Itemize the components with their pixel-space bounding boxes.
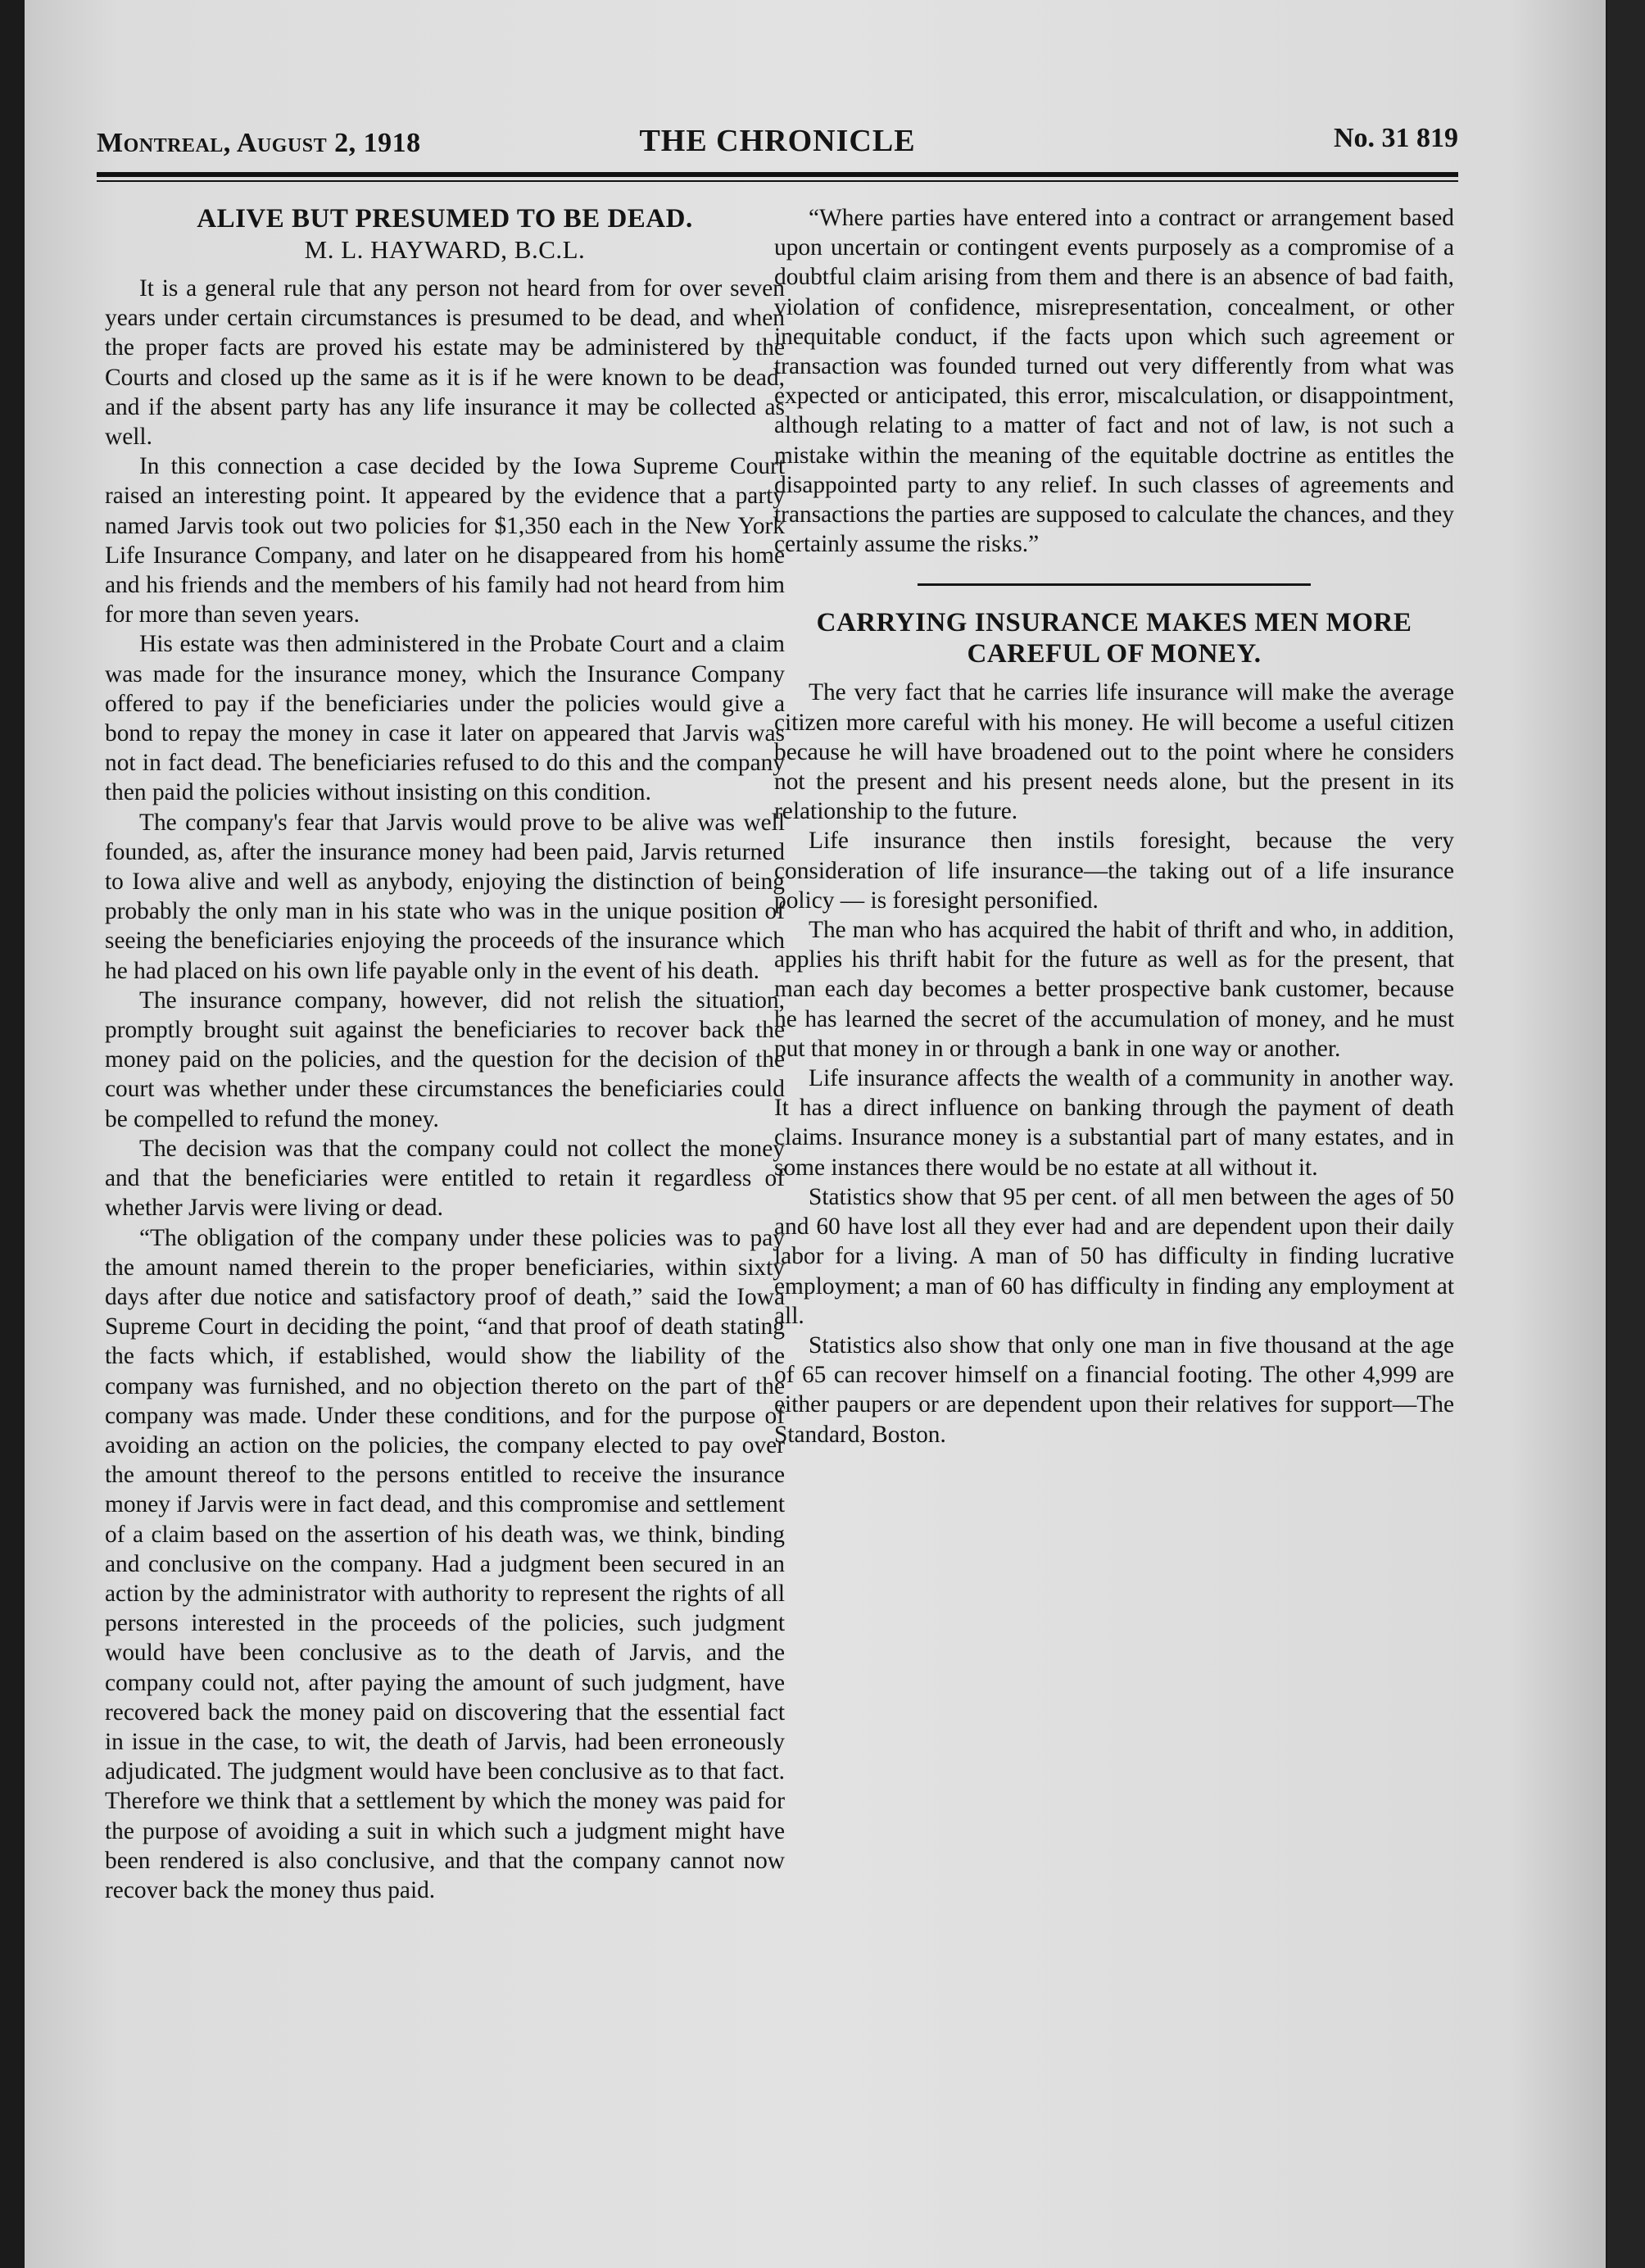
article2-title-line2: CAREFUL OF MONEY. <box>967 639 1262 669</box>
article2-paragraph: Statistics show that 95 per cent. of all men between the ages of 50 and 60 have lost all they ever had and are dependent upon their daily labor for a living. A man of 50 has difficulty in finding lucrative employment; a man of 60 has difficulty in finding any employment at all. <box>774 1183 1454 1329</box>
article-paragraph: The company's fear that Jarvis would prove to be alive was well founded, as, after the insurance money had been paid, Jarvis returned to Iowa alive and well as anybody, enjoying the distinction of being probably the only man in his state who was in the unique position of seeing the beneficiaries enjoying the proceeds of the insurance which he had placed on his own life payable only in the event of his death. <box>105 809 785 984</box>
article-byline: M. L. HAYWARD, B.C.L. <box>304 235 586 264</box>
article-paragraph: His estate was then administered in the Probate Court and a claim was made for the insurance money, which the Insurance Company offered to pay if the beneficiaries under the policies would give a bond to repay the money in case it later on appeared that Jarvis was not in fact dead. The beneficiaries refused to do this and the company then paid the policies without insisting on this condition. <box>105 631 785 806</box>
article-divider <box>918 583 1311 586</box>
article2-title-line1: CARRYING INSURANCE MAKES MEN MORE <box>816 608 1412 638</box>
article-title: ALIVE BUT PRESUMED TO BE DEAD. <box>197 204 693 234</box>
article-paragraph: In this connection a case decided by the Iowa Supreme Court raised an interesting point. It appeared by the evidence that a party named Jarvis took out two policies for $1,350 each in the New York Life Insurance Company, and later on he disappeared from his home and his friends and the members of his family had not heard from him for more than seven years. <box>105 453 785 628</box>
article-paragraph: The insurance company, however, did not relish the situation, promptly brought suit against the beneficiaries to recover back the money paid on the policies, and the question for the decision of the court was whether under these circumstances the beneficiaries could be compelled to refund the money. <box>105 987 785 1132</box>
article-paragraph-quote-2: “Where parties have entered into a contract or arrangement based upon uncertain or contingent events purposely as a compromise of a doubtful claim arising from them and there is an absence of bad faith, violation of confidence, misrepresentation, concealment, or other inequitable conduct, if the facts upon which such agreement or transaction was founded turned out very differently from what was expected or anticipated, this error, miscalculation, or disappointment, although relating to a matter of fact and not of law, is not such a mistake within the meaning of the equitable doctrine as entitles the disappointed party to any relief. In such classes of agreements and transactions the parties are supposed to calculate the chances, and they certainly assume the risks.” <box>774 205 1454 558</box>
right-column <box>774 203 1454 1449</box>
article-paragraph: It is a general rule that any person not heard from for over seven years under certain circumstances is presumed to be dead, and when the proper facts are proved his estate may be administered by the Courts and closed up the same as it is if he were known to be dead, and if the absent party has any life insurance it may be collected as well. <box>105 275 785 451</box>
article-paragraph-quote: “The obligation of the company under these policies was to pay the amount named therein to the proper beneficiaries, within sixty days after due notice and satisfactory proof of death,” said the Iowa Supreme Court in deciding the point, “and that proof of death stating the facts which, if established, would show the liability of the company was furnished, and no objection thereto on the part of the company was made. Under these conditions, and for the purpose of avoiding an action on the policies, the company elected to pay over the amount thereof to the persons entitled to receive the insurance money if Jarvis were in fact dead, and this compromise and settlement of a claim based on the assertion of his death was, we think, binding and conclusive on the company. Had a judgment been secured in an action by the administrator with authority to represent the rights of all persons interested in the proceeds of the policies, such judgment would have been conclusive as to the death of Jarvis, and the company could not, after paying the amount of such judgment, have recovered back the money paid on discovering that the essential fact in issue in the case, to wit, the death of Jarvis, had been erroneously adjudicated. The judgment would have been conclusive as to that fact. Therefore we think that a settlement by which the money was paid for the purpose of avoiding a suit in which such a judgment might have been rendered is also conclusive, and that the company cannot now recover back the money thus paid. <box>105 1224 785 1903</box>
article2-paragraph: The man who has acquired the habit of thrift and who, in addition, applies his thrift habit for the future as well as for the present, that man each day becomes a better prospective bank customer, because he has learned the secret of the accumulation of money, and he must put that money in or through a bank in one way or another. <box>774 917 1454 1062</box>
header-rule-thin <box>97 180 1458 182</box>
article2-paragraph: The very fact that he carries life insurance will make the average citizen more careful with his money. He will become a useful citizen because he will have broadened out to the point where he considers not the present and his present needs alone, but the present in its relationship to the future. <box>774 679 1454 825</box>
scan-edge <box>1607 0 1645 2268</box>
newspaper-page <box>25 0 1606 2268</box>
article2-paragraph: Life insurance then instils foresight, because the very consideration of life insurance—the taking out of a life insurance policy — is foresight personified. <box>774 828 1454 914</box>
article2-paragraph: Statistics also show that only one man in five thousand at the age of 65 can recover himself on a financial footing. The other 4,999 are either paupers or are dependent upon their relatives for support—The Standard, Boston. <box>774 1331 1454 1448</box>
article-paragraph: The decision was that the company could not collect the money and that the beneficiaries were entitled to retain it regardless of whether Jarvis were living or dead. <box>105 1135 785 1222</box>
article2-paragraph: Life insurance affects the wealth of a community in another way. It has a direct influence on banking through the payment of death claims. Insurance money is a substantial part of many estates, and in some instances there would be no estate at all without it. <box>774 1065 1454 1181</box>
header-publication-title: THE CHRONICLE <box>639 124 916 158</box>
header-dateline: Montreal, August 2, 1918 <box>97 128 421 158</box>
header-rule-thick <box>97 172 1458 177</box>
left-column <box>105 203 785 1905</box>
header-page-number: No. 31 819 <box>1333 123 1458 153</box>
